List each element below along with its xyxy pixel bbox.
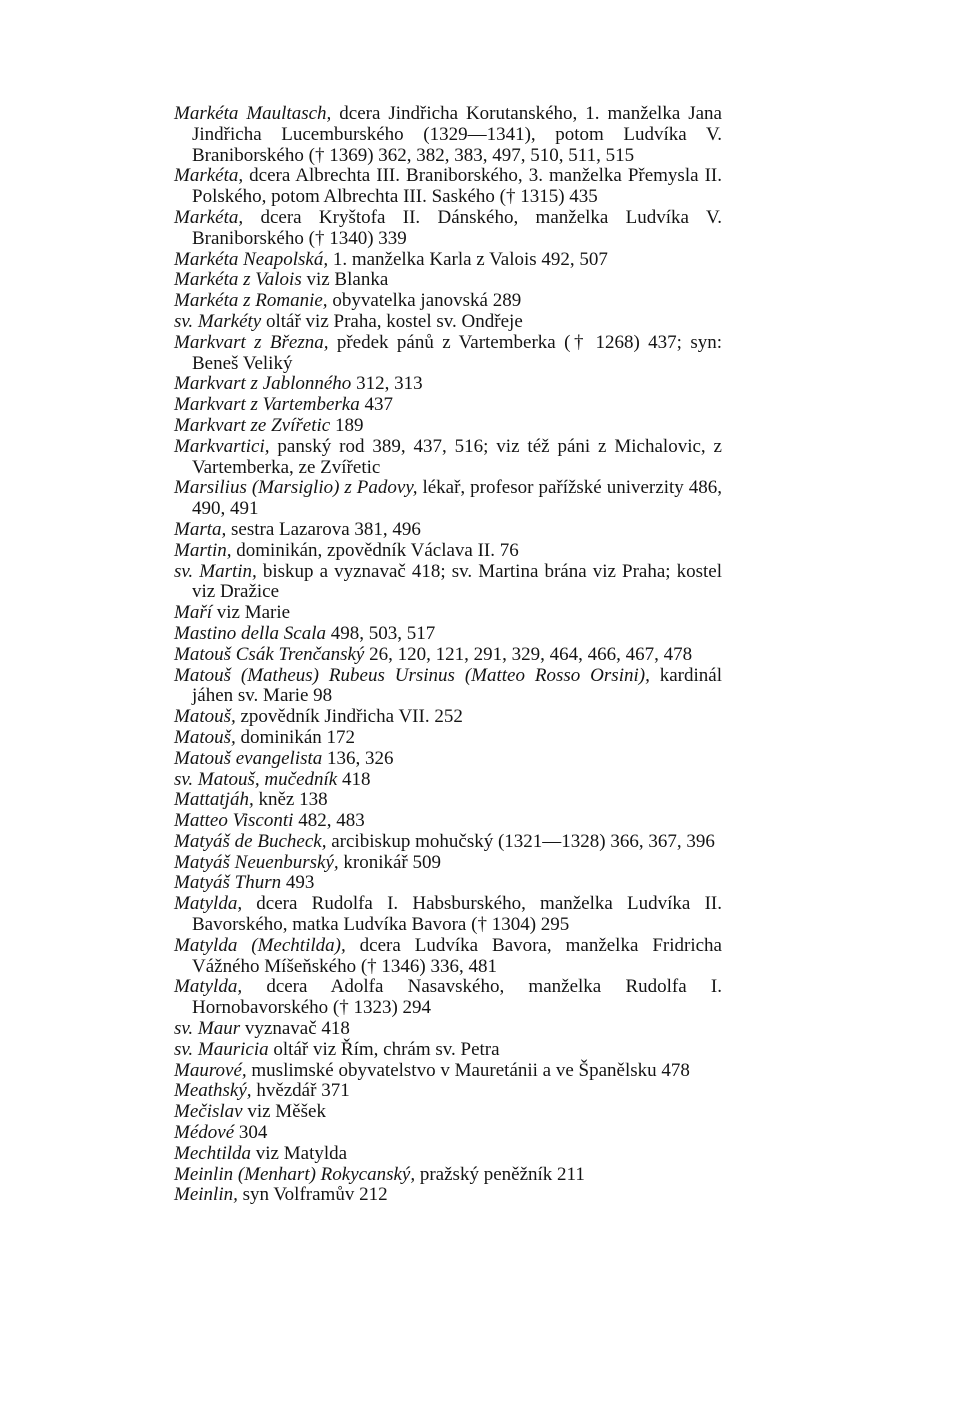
index-entry xyxy=(174,1061,722,1082)
entry-text: dcera Rudolfa I. Habsburského, manželka Ludvíka II. Bavorského, matka Ludvíka Bavora († 1304) 295 xyxy=(192,893,722,936)
entry-heading: Matyáš Neuenburský, xyxy=(174,851,339,873)
entry-heading: Matylda (Mechtilda), xyxy=(174,934,346,956)
index-entry xyxy=(174,1165,722,1186)
entry-text: muslimské obyvatelstvo v Mauretánii a ve Španělsku 478 xyxy=(246,1059,690,1081)
entry-heading: Markvart z Vartemberka xyxy=(174,394,360,416)
entry-heading: Matylda, xyxy=(174,893,243,915)
index-entry xyxy=(174,832,722,853)
entry-text: lékař, profesor pařížské univerzity 486, 490, 491 xyxy=(192,477,722,520)
entry-heading: Meinlin, xyxy=(174,1184,238,1206)
index-entry xyxy=(174,790,722,811)
index-entry xyxy=(174,395,722,416)
index-entry xyxy=(174,1102,722,1123)
entry-text: 1. manželka Karla z Valois 492, 507 xyxy=(328,248,608,270)
entry-heading: Matteo Visconti xyxy=(174,810,294,832)
entry-heading: Marta, xyxy=(174,518,227,540)
entry-heading: Matouš, xyxy=(174,726,236,748)
entry-heading: Matouš evangelista xyxy=(174,747,323,769)
index-entry xyxy=(174,853,722,874)
entry-text: 26, 120, 121, 291, 329, 464, 466, 467, 478 xyxy=(364,643,693,665)
entry-heading: Marsilius (Marsiglio) z Padovy, xyxy=(174,477,418,499)
entry-text: dominikán 172 xyxy=(235,726,356,748)
index-entry xyxy=(174,250,722,271)
entry-heading: sv. Markéty xyxy=(174,310,262,332)
index-entry xyxy=(174,749,722,770)
index-entry xyxy=(174,728,722,749)
entry-heading: Markéta, xyxy=(174,165,244,187)
index-entry xyxy=(174,437,722,479)
entry-text: syn Volframův 212 xyxy=(237,1184,388,1206)
index-entry xyxy=(174,312,722,333)
entry-text: 304 xyxy=(234,1122,268,1144)
entry-text: kronikář 509 xyxy=(338,851,442,873)
index-entry xyxy=(174,894,722,936)
entry-heading: Martin, xyxy=(174,539,232,561)
entry-text: předek pánů z Vartemberka († 1268) 437; syn: Beneš Veliký xyxy=(192,331,722,374)
index-entry xyxy=(174,520,722,541)
entry-text: viz Blanka xyxy=(301,269,389,291)
entry-heading: Markéta Neapolská, xyxy=(174,248,329,270)
index-entry xyxy=(174,291,722,312)
entry-text: kardinál jáhen sv. Marie 98 xyxy=(192,664,722,707)
entry-text: dcera Kryštofa II. Dánského, manželka Ludvíka V. Braniborského († 1340) 339 xyxy=(192,206,722,249)
entry-text: vyznavač 418 xyxy=(240,1018,350,1040)
index-entry xyxy=(174,811,722,832)
entry-text: viz Měšek xyxy=(242,1101,326,1123)
index-entry xyxy=(174,873,722,894)
entry-text: 482, 483 xyxy=(293,810,365,832)
entry-heading: Meinlin (Menhart) Rokycanský, xyxy=(174,1163,416,1185)
entry-text: hvězdář 371 xyxy=(251,1080,350,1102)
index-entry xyxy=(174,166,722,208)
entry-text: 312, 313 xyxy=(351,373,423,395)
entry-text: biskup a vyznavač 418; sv. Martina brána viz Praha; kostel viz Dražice xyxy=(192,560,722,603)
entry-heading: Mastino della Scala xyxy=(174,622,326,644)
entry-heading: sv. Mauricia xyxy=(174,1038,269,1060)
index-entry xyxy=(174,624,722,645)
index-entry xyxy=(174,770,722,791)
entry-text: dcera Albrechta III. Braniborského, 3. manželka Přemysla II. Polského, potom Albrechta III. Saského († 1315) 435 xyxy=(192,165,722,208)
entry-text: dominikán, zpovědník Václava II. 76 xyxy=(231,539,519,561)
entry-heading: sv. Martin, xyxy=(174,560,257,582)
index-entry xyxy=(174,977,722,1019)
index-entry xyxy=(174,562,722,604)
entry-text: dcera Jindřicha Korutanského, 1. manželka Jana Jindřicha Lucemburského (1329—1341), potom Ludvíka V. Braniborského († 1369) 362, 382, 383, 497, 510, 511, 515 xyxy=(192,103,722,166)
entry-text: arcibiskup mohučský (1321—1328) 366, 367, 396 xyxy=(326,830,715,852)
entry-text: viz Matylda xyxy=(251,1142,348,1164)
index-entry xyxy=(174,666,722,708)
entry-heading: Meathský, xyxy=(174,1080,252,1102)
index-entry xyxy=(174,1185,722,1206)
entry-heading: Markéta z Romanie, xyxy=(174,290,328,312)
index-entry xyxy=(174,208,722,250)
entry-text: viz Marie xyxy=(212,602,291,624)
entry-text: oltář viz Řím, chrám sv. Petra xyxy=(268,1038,500,1060)
entry-text: 498, 503, 517 xyxy=(325,622,436,644)
entry-heading: sv. Maur xyxy=(174,1018,241,1040)
index-entry xyxy=(174,1019,722,1040)
entry-heading: Médové xyxy=(174,1122,235,1144)
index-entry xyxy=(174,333,722,375)
index-entry xyxy=(174,645,722,666)
entry-heading: Markvart ze Zvířetic xyxy=(174,414,331,436)
entry-heading: Maří xyxy=(174,602,212,624)
index-entry xyxy=(174,416,722,437)
index-entry xyxy=(174,936,722,978)
entry-heading: Maurové, xyxy=(174,1059,247,1081)
index-page xyxy=(174,104,722,1206)
index-entry xyxy=(174,1123,722,1144)
entry-heading: Mechtilda xyxy=(174,1142,252,1164)
index-entry xyxy=(174,374,722,395)
entry-heading: Markvartici, xyxy=(174,435,270,457)
entry-text: 418 xyxy=(337,768,371,790)
index-entry xyxy=(174,1040,722,1061)
entry-text: 136, 326 xyxy=(322,747,394,769)
entry-text: panský rod 389, 437, 516; viz též páni z Michalovic, z Vartemberka, ze Zvířetic xyxy=(192,435,722,478)
entry-heading: Markvart z Jablonného xyxy=(174,373,352,395)
entry-text: pražský peněžník 211 xyxy=(415,1163,585,1185)
entry-heading: sv. Matouš, mučedník xyxy=(174,768,338,790)
index-entry xyxy=(174,478,722,520)
entry-heading: Markéta z Valois xyxy=(174,269,302,291)
entry-text: 493 xyxy=(281,872,315,894)
entry-text: sestra Lazarova 381, 496 xyxy=(226,518,421,540)
entry-text: 189 xyxy=(330,414,364,436)
entry-heading: Matyáš de Bucheck, xyxy=(174,830,327,852)
entry-text: dcera Adolfa Nasavského, manželka Rudolfa I. Hornobavorského († 1323) 294 xyxy=(192,976,722,1019)
entry-text: zpovědník Jindřicha VII. 252 xyxy=(235,706,463,728)
entry-heading: Matouš (Matheus) Rubeus Ursinus (Matteo Rosso Orsini), xyxy=(174,664,650,686)
index-entry xyxy=(174,1081,722,1102)
entry-heading: Matouš, xyxy=(174,706,236,728)
index-entry xyxy=(174,603,722,624)
entry-heading: Markéta Maultasch, xyxy=(174,103,332,124)
entry-heading: Matylda, xyxy=(174,976,243,998)
entry-heading: Matyáš Thurn xyxy=(174,872,282,894)
index-entry xyxy=(174,270,722,291)
entry-text: 437 xyxy=(359,394,393,416)
entry-text: kněz 138 xyxy=(253,789,328,811)
entry-text: oltář viz Praha, kostel sv. Ondřeje xyxy=(261,310,523,332)
index-entry xyxy=(174,707,722,728)
entry-text: obyvatelka janovská 289 xyxy=(327,290,522,312)
index-entry xyxy=(174,541,722,562)
entry-heading: Mattatjáh, xyxy=(174,789,254,811)
index-entry xyxy=(174,104,722,166)
index-entry xyxy=(174,1144,722,1165)
entry-text: dcera Ludvíka Bavora, manželka Fridricha Vážného Míšeňského († 1346) 336, 481 xyxy=(192,934,722,977)
entry-heading: Matouš Csák Trenčanský xyxy=(174,643,365,665)
entry-heading: Mečislav xyxy=(174,1101,243,1123)
entry-heading: Markéta, xyxy=(174,206,244,228)
entry-heading: Markvart z Března, xyxy=(174,331,329,353)
